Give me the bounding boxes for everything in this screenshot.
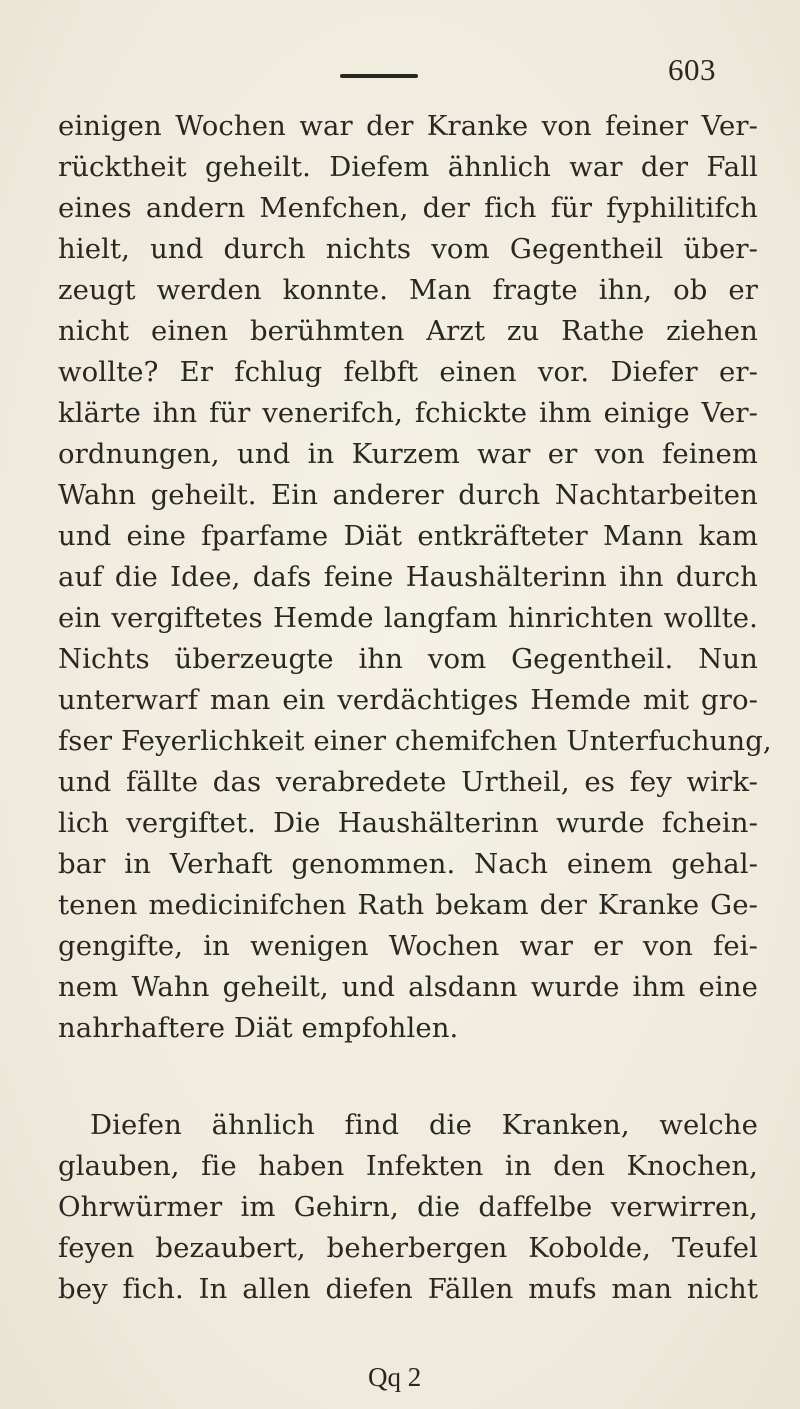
text-line: tenen medicinifchen Rath bekam der Kranke Ge- xyxy=(58,889,758,921)
text-line: und fällte das verabredete Urtheil, es fey wirk- xyxy=(58,766,758,798)
text-line: Ohrwürmer im Gehirn, die daffelbe verwirren, xyxy=(58,1191,758,1223)
text-line: eines andern Menfchen, der fich für fyphilitifch xyxy=(58,192,758,224)
text-line: gengifte, in wenigen Wochen war er von fei- xyxy=(58,930,758,962)
text-line: und eine fparfame Diät entkräfteter Mann kam xyxy=(58,520,758,552)
text-line: ein vergiftetes Hemde langfam hinrichten wollte. xyxy=(58,602,758,634)
text-line: fser Feyerlichkeit einer chemifchen Unterfuchung, xyxy=(58,725,772,757)
paragraph-1 xyxy=(58,106,772,1049)
text-line: unterwarf man ein verdächtiges Hemde mit gro- xyxy=(58,684,758,716)
text-line: Wahn geheilt. Ein anderer durch Nachtarbeiten xyxy=(58,479,758,511)
text-line: zeugt werden konnte. Man fragte ihn, ob er xyxy=(58,274,758,306)
text-line: hielt, und durch nichts vom Gegentheil über- xyxy=(58,233,758,265)
text-line: feyen bezaubert, beherbergen Kobolde, Teufel xyxy=(58,1232,758,1264)
text-line: glauben, fie haben Infekten in den Knochen, xyxy=(58,1150,758,1182)
text-line: ordnungen, und in Kurzem war er von feinem xyxy=(58,438,758,470)
text-line: bar in Verhaft genommen. Nach einem gehal- xyxy=(58,848,758,880)
text-line: nem Wahn geheilt, und alsdann wurde ihm eine xyxy=(58,971,758,1003)
paragraph-gap xyxy=(58,1049,758,1105)
header-rule xyxy=(340,74,418,78)
text-line: bey fich. In allen diefen Fällen mufs man nicht xyxy=(58,1273,758,1305)
body-text xyxy=(58,106,772,1310)
text-line: rücktheit geheilt. Diefem ähnlich war der Fall xyxy=(58,151,758,183)
page-number: 603 xyxy=(668,52,716,87)
text-line: lich vergiftet. Die Haushälterinn wurde fchein- xyxy=(58,807,758,839)
signature-mark: Qq 2 xyxy=(368,1362,422,1392)
text-line: Diefen ähnlich find die Kranken, welche xyxy=(90,1109,758,1141)
text-line: auf die Idee, dafs feine Haushälterinn ihn durch xyxy=(58,561,758,593)
text-line: nahrhaftere Diät empfohlen. xyxy=(58,1012,459,1044)
paragraph-2 xyxy=(58,1105,758,1310)
text-line: klärte ihn für venerifch, fchickte ihm einige Ver- xyxy=(58,397,758,429)
text-line: einigen Wochen war der Kranke von feiner Ver- xyxy=(58,110,758,142)
text-line: nicht einen berühmten Arzt zu Rathe ziehen xyxy=(58,315,758,347)
text-line: wollte? Er fchlug felbft einen vor. Diefer er- xyxy=(58,356,758,388)
text-line: Nichts überzeugte ihn vom Gegentheil. Nun xyxy=(58,643,758,675)
page-header xyxy=(0,46,800,86)
